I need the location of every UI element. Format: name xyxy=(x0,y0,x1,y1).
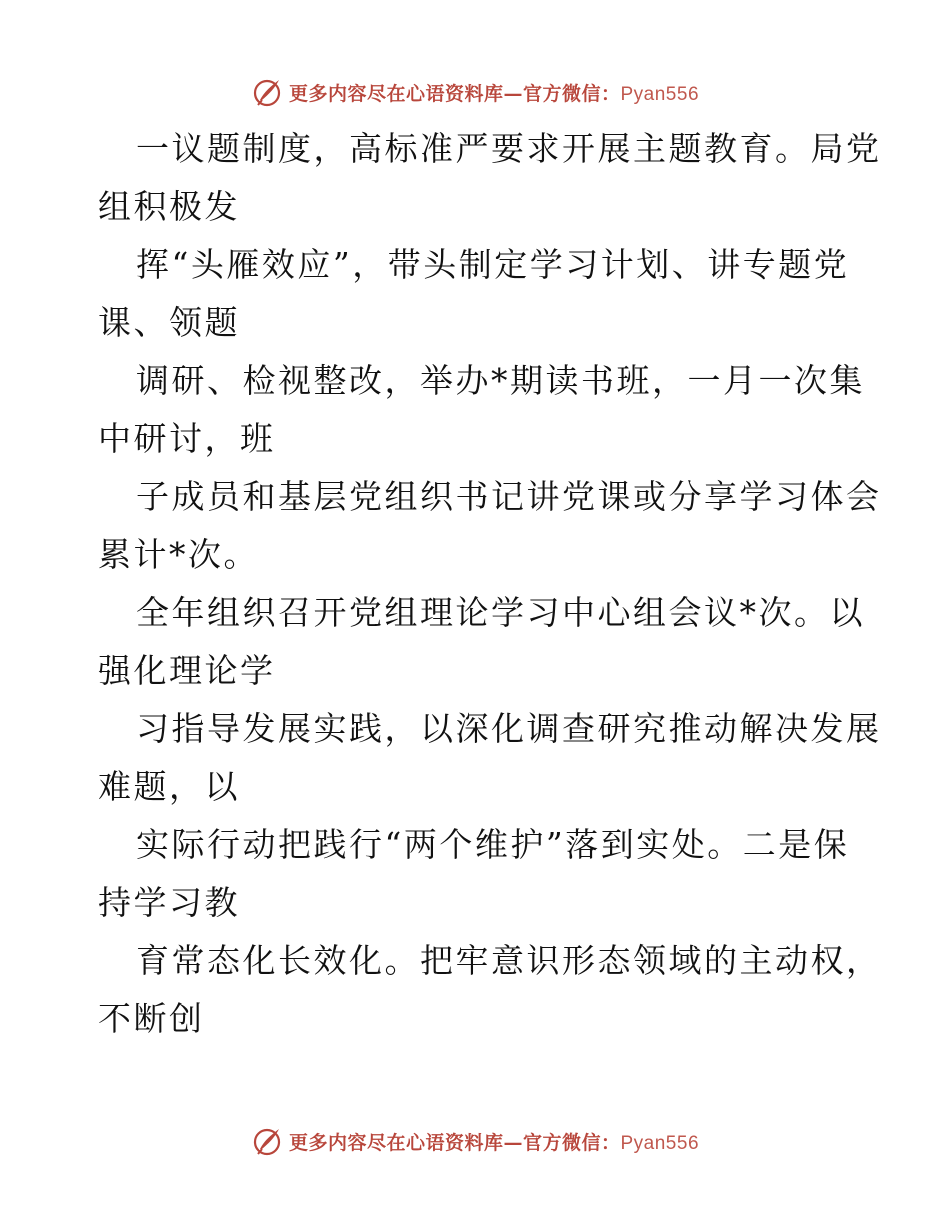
paragraph-line: 强化理论学 xyxy=(98,651,276,690)
paragraph-line: 一议题制度，高标准严要求开展主题教育。局党 xyxy=(136,129,882,168)
paragraph-line: 持学习教 xyxy=(98,883,240,922)
footer-banner-account: Pyan556 xyxy=(620,1132,700,1154)
header-banner-title: 更多内容尽在心语资料库—官方微信： xyxy=(288,82,621,105)
paragraph-line: 全年组织召开党组理论学习中心组会议*次。以 xyxy=(136,593,865,632)
header-banner-text xyxy=(289,79,699,106)
header-banner xyxy=(0,72,950,112)
paragraph-line: 不断创 xyxy=(98,999,205,1038)
footer-banner-title: 更多内容尽在心语资料库—官方微信： xyxy=(288,1131,621,1154)
paragraph-line: 实际行动把践行“两个维护”落到实处。二是保 xyxy=(136,825,850,864)
paragraph-line: 挥“头雁效应”，带头制定学习计划、讲专题党 xyxy=(136,245,850,284)
paragraph-line: 习指导发展实践，以深化调查研究推动解决发展 xyxy=(136,709,882,748)
footer-banner-text xyxy=(289,1128,699,1155)
paragraph-line: 子成员和基层党组织书记讲党课或分享学习体会 xyxy=(136,477,882,516)
paragraph-line: 育常态化长效化。把牢意识形态领域的主动权， xyxy=(136,941,882,980)
paragraph-line: 难题，以 xyxy=(98,767,240,806)
paragraph-line: 调研、检视整改，举办*期读书班，一月一次集 xyxy=(136,361,865,400)
header-banner-account: Pyan556 xyxy=(620,83,700,105)
feather-pen-logo-icon xyxy=(251,76,283,108)
paragraph-line: 组积极发 xyxy=(98,187,240,226)
paragraph-line: 课、领题 xyxy=(98,303,240,342)
feather-pen-logo-icon xyxy=(251,1125,283,1157)
footer-banner xyxy=(0,1121,950,1161)
paragraph-line: 累计*次。 xyxy=(98,535,259,574)
paragraph-line: 中研讨，班 xyxy=(98,419,276,458)
